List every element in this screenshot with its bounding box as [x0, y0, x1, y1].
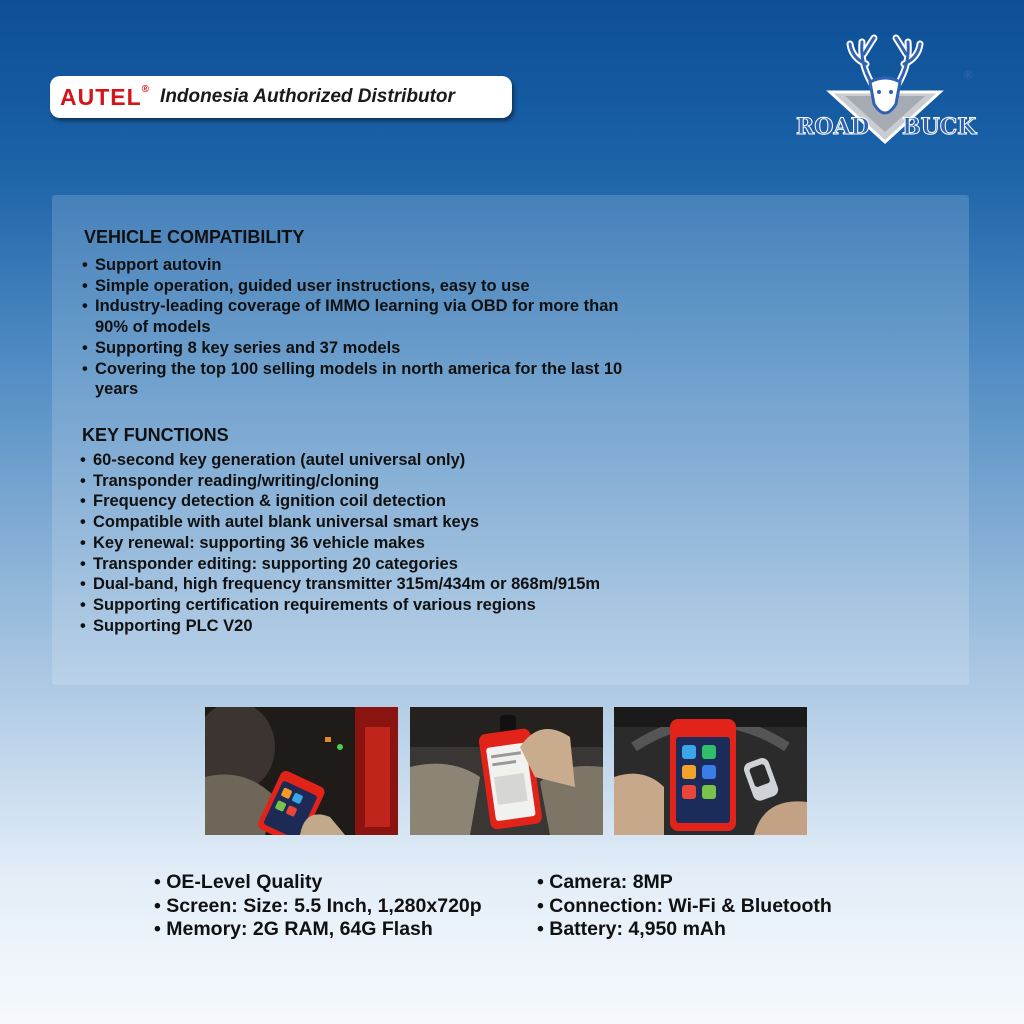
- product-photo-3: [614, 707, 807, 835]
- key-functions-title: KEY FUNCTIONS: [82, 425, 229, 445]
- list-item: • Compatible with autel blank universal smart keys: [80, 513, 480, 532]
- spec-item: • Memory: 2G RAM, 64G Flash: [154, 918, 433, 940]
- list-item: • Simple operation, guided user instructions, easy to use: [82, 276, 530, 295]
- spec-item: • Battery: 4,950 mAh: [537, 918, 726, 940]
- roadbuck-text-right: BUCK: [902, 114, 977, 140]
- list-item: • Dual-band, high frequency transmitter 315m/434m or 868m/915m: [80, 575, 601, 594]
- spec-item: • Connection: Wi-Fi & Bluetooth: [537, 894, 832, 917]
- list-item: • Support autovin: [82, 256, 222, 274]
- list-item: • Industry-leading coverage of IMMO learning via OBD for more than 90% of models: [82, 297, 619, 337]
- roadbuck-text-left: ROAD: [796, 114, 870, 140]
- list-item: • Supporting 8 key series and 37 models: [82, 338, 401, 357]
- spec-item: • OE-Level Quality: [154, 871, 323, 893]
- distributor-tagline: Indonesia Authorized Distributor: [160, 86, 455, 107]
- autel-wordmark: AUTEL: [60, 83, 142, 110]
- roadbuck-registered-mark: ®: [964, 68, 973, 82]
- list-item: • Frequency detection & ignition coil detection: [80, 492, 446, 511]
- product-photo-1: [205, 707, 398, 835]
- autel-logo: [60, 84, 150, 111]
- list-item: • Transponder reading/writing/cloning: [80, 471, 380, 490]
- specs-right-list: [537, 871, 832, 942]
- product-photo-2: [410, 707, 603, 835]
- list-item: • Supporting certification requirements of various regions: [80, 595, 536, 614]
- specs-left-list: [154, 871, 482, 942]
- autel-registered-mark: ®: [141, 83, 151, 95]
- roadbuck-logo: [790, 34, 980, 146]
- spec-item: • Camera: 8MP: [537, 871, 673, 893]
- list-item: • 60-second key generation (autel universal only): [80, 451, 466, 469]
- vehicle-compatibility-title: VEHICLE COMPATIBILITY: [84, 227, 305, 247]
- spec-item: • Screen: Size: 5.5 Inch, 1,280x720p: [154, 894, 482, 917]
- list-item: • Transponder editing: supporting 20 categories: [80, 554, 458, 573]
- vehicle-compatibility-list: [82, 255, 642, 400]
- key-functions-list: [80, 450, 620, 636]
- list-item: • Covering the top 100 selling models in north america for the last 10 years: [82, 359, 623, 399]
- distributor-badge: [50, 76, 512, 118]
- list-item: • Key renewal: supporting 36 vehicle makes: [80, 533, 425, 552]
- list-item: • Supporting PLC V20: [80, 616, 253, 635]
